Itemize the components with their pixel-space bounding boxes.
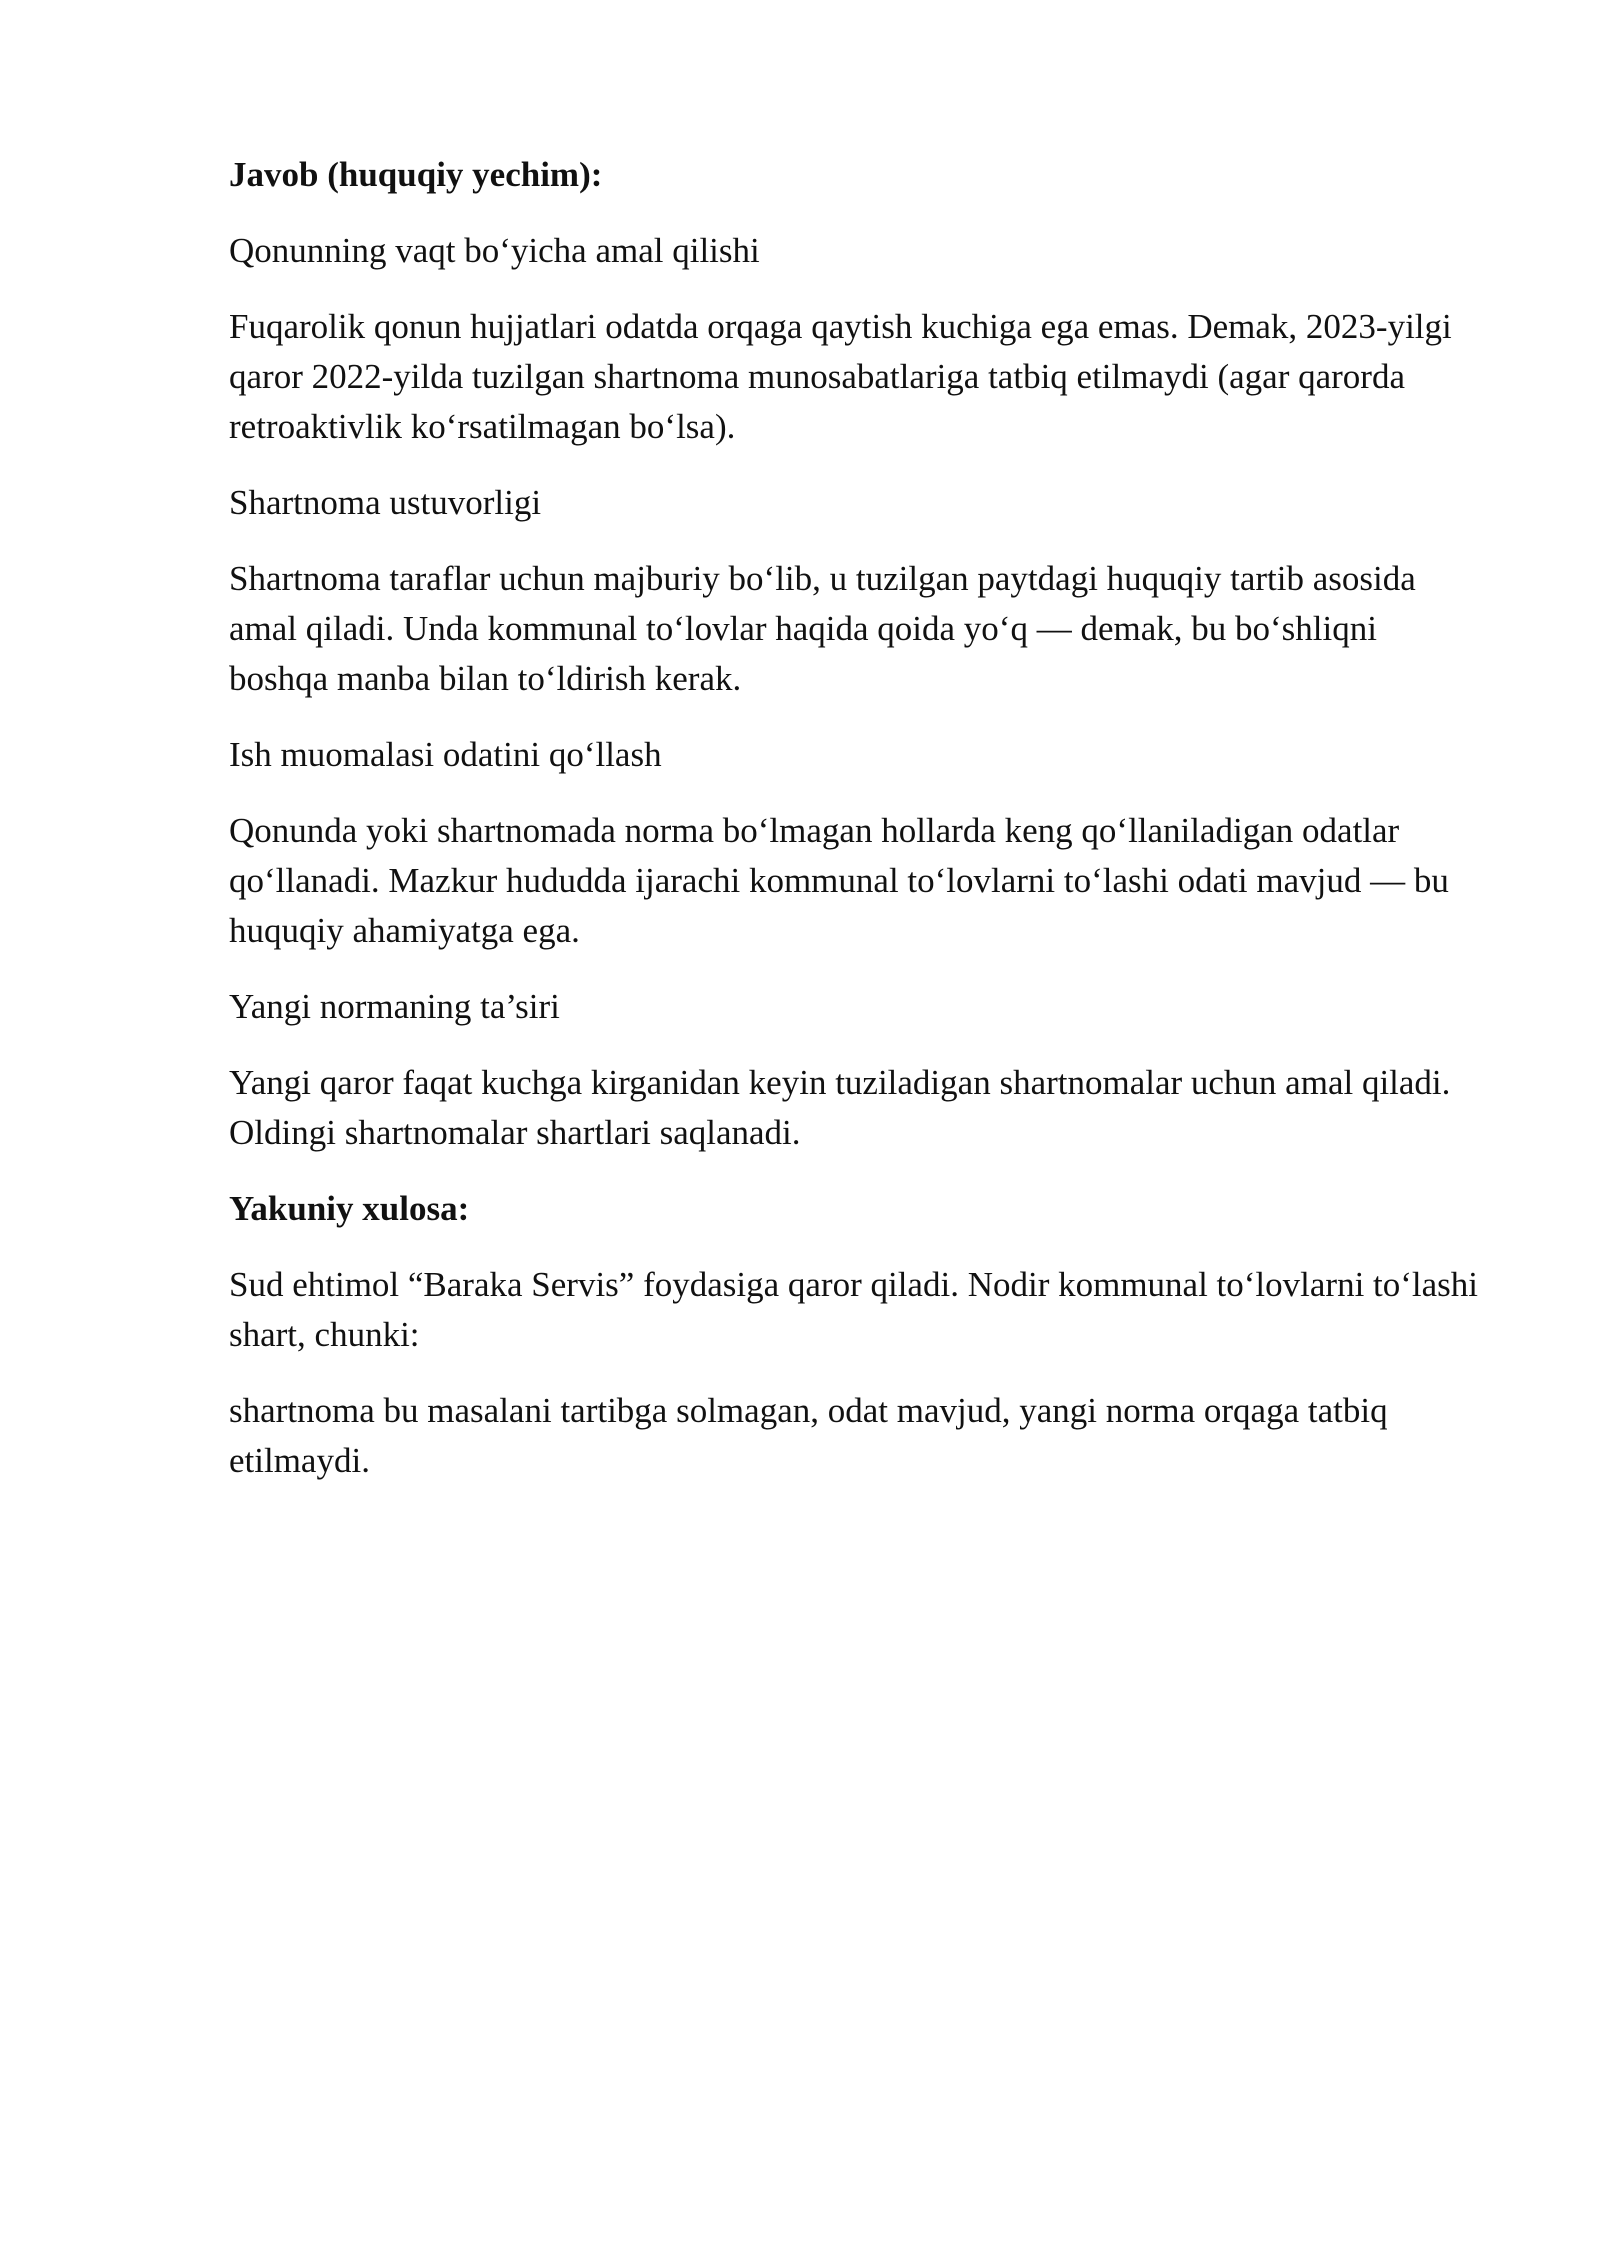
- answer-heading: Javob (huquqiy yechim):: [229, 155, 603, 194]
- conclusion-body: Sud ehtimol “Baraka Servis” foydasiga qaror qiladi. Nodir kommunal to‘lovlarni to‘lashi shart, chunki:: [229, 1265, 1479, 1354]
- conclusion-heading: Yakuniy xulosa:: [229, 1189, 470, 1228]
- section-title-new-norm: Yangi normaning ta’siri: [229, 987, 560, 1026]
- section-title-business-custom: Ish muomalasi odatini qo‘llash: [229, 735, 662, 774]
- section-body-contract-priority: Shartnoma taraflar uchun majburiy bo‘lib, u tuzilgan paytdagi huquqiy tartib asosida amal qiladi. Unda kommunal to‘lovlar haqida qoida yo‘q — demak, bu bo‘shliqni boshqa manba bilan to‘ldirish kerak.: [229, 559, 1416, 698]
- section-title-time-effect: Qonunning vaqt bo‘yicha amal qilishi: [229, 231, 760, 270]
- section-body-business-custom: Qonunda yoki shartnomada norma bo‘lmagan hollarda keng qo‘llaniladigan odatlar qo‘llanadi. Mazkur hududda ijarachi kommunal to‘lovlarni to‘lashi odati mavjud — bu huquqiy ahamiyatga ega.: [229, 811, 1449, 950]
- conclusion-reasons: shartnoma bu masalani tartibga solmagan, odat mavjud, yangi norma orqaga tatbiq etilmaydi.: [229, 1391, 1388, 1480]
- section-body-time-effect: Fuqarolik qonun hujjatlari odatda orqaga qaytish kuchiga ega emas. Demak, 2023-yilgi qaror 2022-yilda tuzilgan shartnoma munosabatlariga tatbiq etilmaydi (agar qarorda retroaktivlik ko‘rsatilmagan bo‘lsa).: [229, 307, 1452, 446]
- document-body: [229, 150, 1479, 1512]
- section-title-contract-priority: Shartnoma ustuvorligi: [229, 483, 542, 522]
- section-body-new-norm: Yangi qaror faqat kuchga kirganidan keyin tuziladigan shartnomalar uchun amal qiladi. Oldingi shartnomalar shartlari saqlanadi.: [229, 1063, 1451, 1152]
